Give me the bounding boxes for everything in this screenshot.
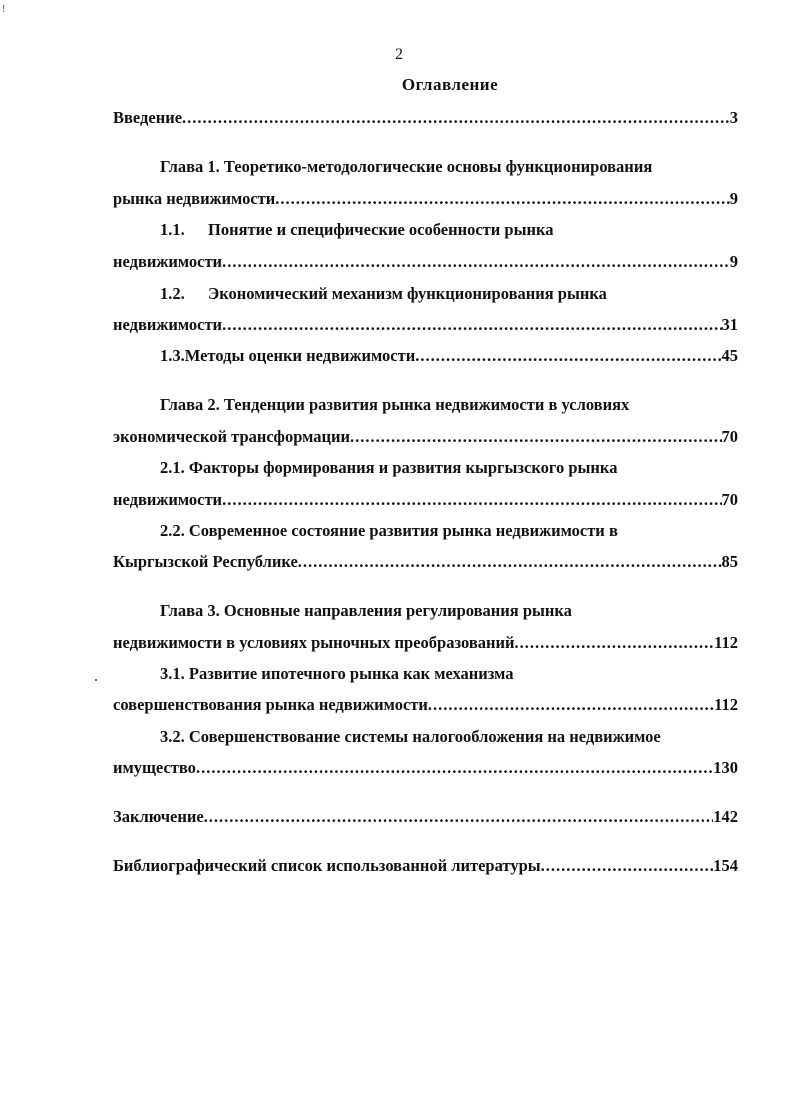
toc-entry-text: совершенствования рынка недвижимости	[113, 695, 428, 714]
toc-entry-section-1-2-line2	[113, 315, 738, 335]
toc-entry-introduction	[113, 108, 738, 128]
toc-entry-text: 3.1. Развитие ипотечного рынка как механизма	[160, 664, 514, 683]
section-number: 1.2.	[160, 284, 185, 303]
leader-dots	[350, 427, 721, 447]
toc-page-ref: 45	[721, 346, 738, 365]
toc-page-ref: 142	[713, 807, 738, 826]
leader-dots	[222, 315, 721, 335]
toc-entry-text: Методы оценки недвижимости	[184, 346, 416, 365]
leader-dots	[275, 189, 729, 209]
toc-page-ref: 70	[721, 427, 738, 446]
toc-entry-section-3-2-line2	[113, 758, 738, 778]
leader-dots	[415, 346, 721, 366]
toc-entry-section-2-2-line1	[160, 521, 738, 541]
toc-entry-text: Библиографический список использованной литературы	[113, 856, 541, 875]
toc-page-ref: 112	[714, 633, 738, 652]
toc-page-ref: 9	[729, 252, 738, 271]
leader-dots	[204, 807, 714, 827]
toc-entry-section-3-2-line1	[160, 727, 738, 747]
scan-speck	[95, 679, 97, 681]
section-number: 1.1.	[160, 220, 185, 239]
toc-page-ref: 31	[721, 315, 738, 334]
leader-dots	[196, 758, 713, 778]
leader-dots	[541, 856, 714, 876]
toc-page-ref: 9	[729, 189, 738, 208]
toc-entry-chapter-3-line1	[160, 601, 738, 621]
toc-title: Оглавление	[401, 75, 499, 94]
leader-dots	[182, 108, 730, 128]
toc-entry-chapter-2-line2	[113, 427, 738, 447]
leader-dots	[298, 552, 722, 572]
toc-entry-text: Глава 1. Теоретико-методологические основы функционирования	[160, 157, 653, 176]
toc-page-ref: 130	[713, 758, 738, 777]
toc-entry-text: Кыргызской Республике	[113, 552, 298, 571]
toc-entry-chapter-1-line1	[160, 157, 738, 177]
leader-dots	[515, 633, 715, 653]
toc-entry-section-1-1-line1	[160, 220, 738, 240]
toc-entry-section-3-1-line2	[113, 695, 738, 715]
toc-entry-text: недвижимости	[113, 490, 223, 509]
toc-entry-text: Понятие и специфические особенности рынка	[208, 220, 554, 239]
toc-entry-text: 2.2. Современное состояние развития рынка недвижимости в	[160, 521, 618, 540]
toc-entry-text: Экономический механизм функционирования рынка	[208, 284, 607, 303]
toc-entry-chapter-1-line2	[113, 189, 738, 209]
toc-entry-text: Глава 2. Тенденции развития рынка недвижимости в условиях	[160, 395, 630, 414]
toc-entry-section-2-1-line1	[160, 458, 738, 478]
toc-entry-text: недвижимости	[113, 315, 223, 334]
scan-mark: !	[2, 4, 6, 15]
toc-entry-text: недвижимости	[113, 252, 223, 271]
toc-entry-text: Глава 3. Основные направления регулирования рынка	[160, 601, 572, 620]
toc-entry-text: Заключение	[113, 807, 204, 826]
toc-entry-text: имущество	[113, 758, 196, 777]
toc-page-ref: 85	[721, 552, 738, 571]
toc-page-ref: 3	[729, 108, 738, 127]
toc-page-ref: 154	[713, 856, 738, 875]
toc-entry-text: рынка недвижимости	[113, 189, 276, 208]
toc-entry-text: 3.2. Совершенствование системы налогообложения на недвижимое	[160, 727, 661, 746]
toc-entry-text: экономической трансформации	[113, 427, 351, 446]
toc-entry-section-2-1-line2	[113, 490, 738, 510]
page-number: 2	[395, 46, 403, 63]
toc-entry-section-2-2-line2	[113, 552, 738, 572]
leader-dots	[428, 695, 714, 715]
toc-entry-conclusion	[113, 807, 738, 827]
toc-entry-text: Введение	[113, 108, 183, 127]
toc-entry-chapter-3-line2	[113, 633, 738, 653]
toc-page-ref: 70	[721, 490, 738, 509]
leader-dots	[222, 490, 721, 510]
toc-entry-section-1-2-line1	[160, 284, 738, 304]
toc-entry-text: недвижимости в условиях рыночных преобразований	[113, 633, 515, 652]
toc-entry-section-3-1-line1	[160, 664, 738, 684]
toc-entry-text: 2.1. Факторы формирования и развития кыргызского рынка	[160, 458, 618, 477]
section-number: 1.3.	[160, 346, 185, 365]
leader-dots	[222, 252, 730, 272]
toc-entry-chapter-2-line1	[160, 395, 738, 415]
toc-entry-section-1-1-line2	[113, 252, 738, 272]
toc-entry-bibliography	[113, 856, 738, 876]
toc-entry-section-1-3	[160, 346, 738, 366]
toc-page-ref: 112	[714, 695, 738, 714]
